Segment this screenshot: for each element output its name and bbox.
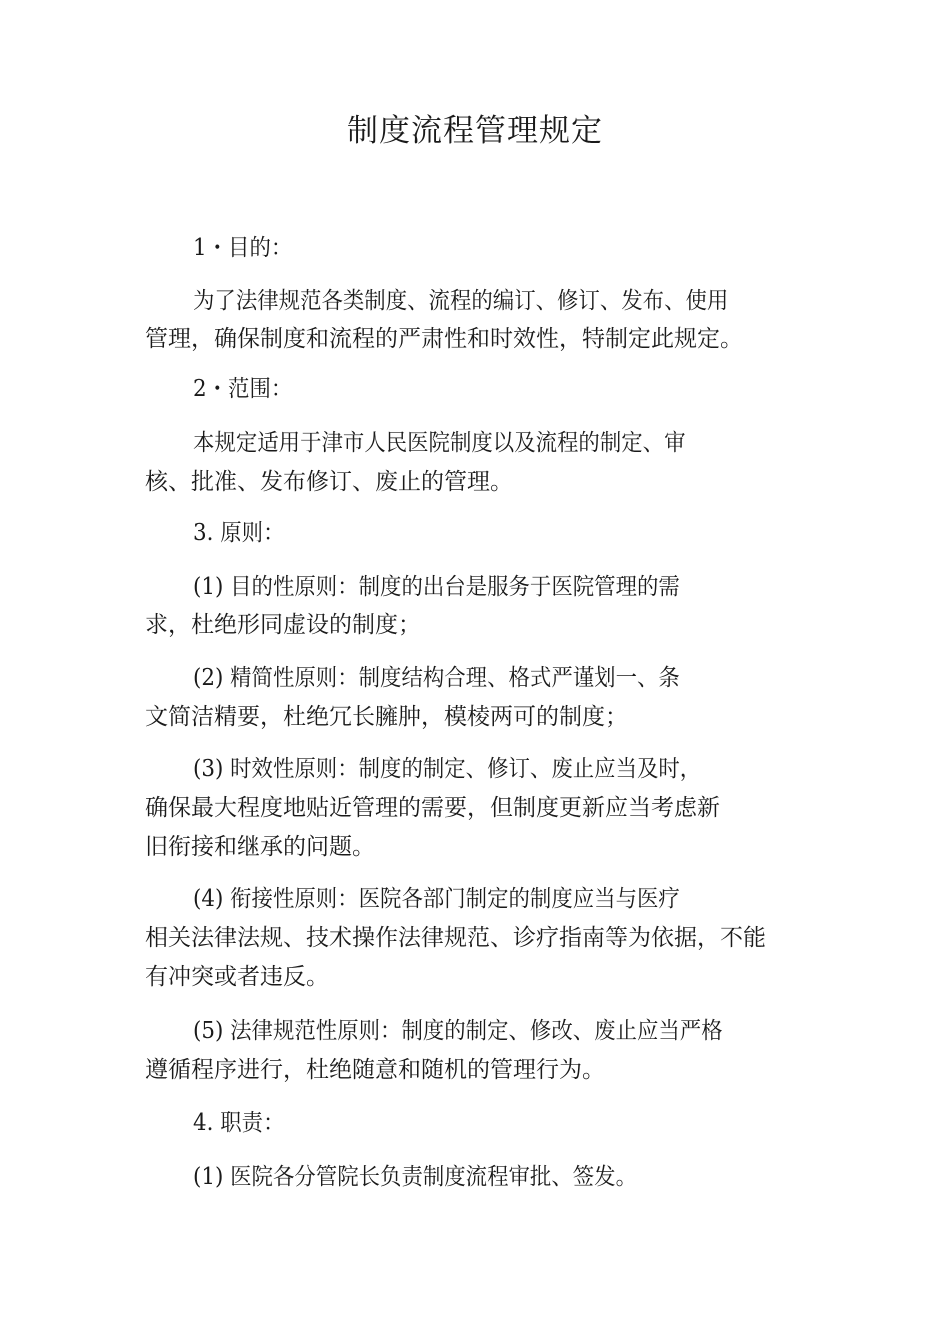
section-heading: 3. 原则： — [193, 520, 285, 546]
paragraph-line: 本规定适用于津市人民医院制度以及流程的制定、审 — [193, 430, 686, 456]
list-item-line: (3) 时效性原则：制度的制定、修订、废止应当及时， — [193, 756, 702, 782]
list-item-line: (5) 法律规范性原则：制度的制定、修改、废止应当严格 — [193, 1018, 723, 1044]
list-item-line: 确保最大程度地贴近管理的需要，但制度更新应当考虑新 — [145, 795, 720, 821]
list-item-line: 遵循程序进行，杜绝随意和随机的管理行为。 — [145, 1057, 605, 1083]
list-item-line: 求，杜绝形同虚设的制度； — [145, 612, 421, 638]
section-heading: 4. 职责： — [193, 1110, 285, 1136]
list-item-line: 有冲突或者违反。 — [145, 964, 329, 990]
section-heading: 1・目的： — [193, 235, 293, 261]
list-item-line: 旧衔接和继承的问题。 — [145, 834, 375, 860]
paragraph-line: 管理，确保制度和流程的严肃性和时效性，特制定此规定。 — [145, 326, 743, 352]
document-title: 制度流程管理规定 — [347, 113, 603, 149]
list-item-line: 相关法律法规、技术操作法律规范、诊疗指南等为依据，不能 — [145, 925, 766, 951]
list-item-line: (1) 医院各分管院长负责制度流程审批、签发。 — [193, 1164, 637, 1190]
list-item-line: (4) 衔接性原则：医院各部门制定的制度应当与医疗 — [193, 886, 680, 912]
paragraph-line: 为了法律规范各类制度、流程的编订、修订、发布、使用 — [193, 288, 729, 314]
list-item-line: 文简洁精要，杜绝冗长臃肿，模棱两可的制度； — [145, 704, 628, 730]
list-item-line: (1) 目的性原则：制度的出台是服务于医院管理的需 — [193, 574, 680, 600]
list-item-line: (2) 精简性原则：制度结构合理、格式严谨划一、条 — [193, 665, 680, 691]
section-heading: 2・范围： — [193, 376, 293, 402]
paragraph-line: 核、批准、发布修订、废止的管理。 — [145, 469, 513, 495]
